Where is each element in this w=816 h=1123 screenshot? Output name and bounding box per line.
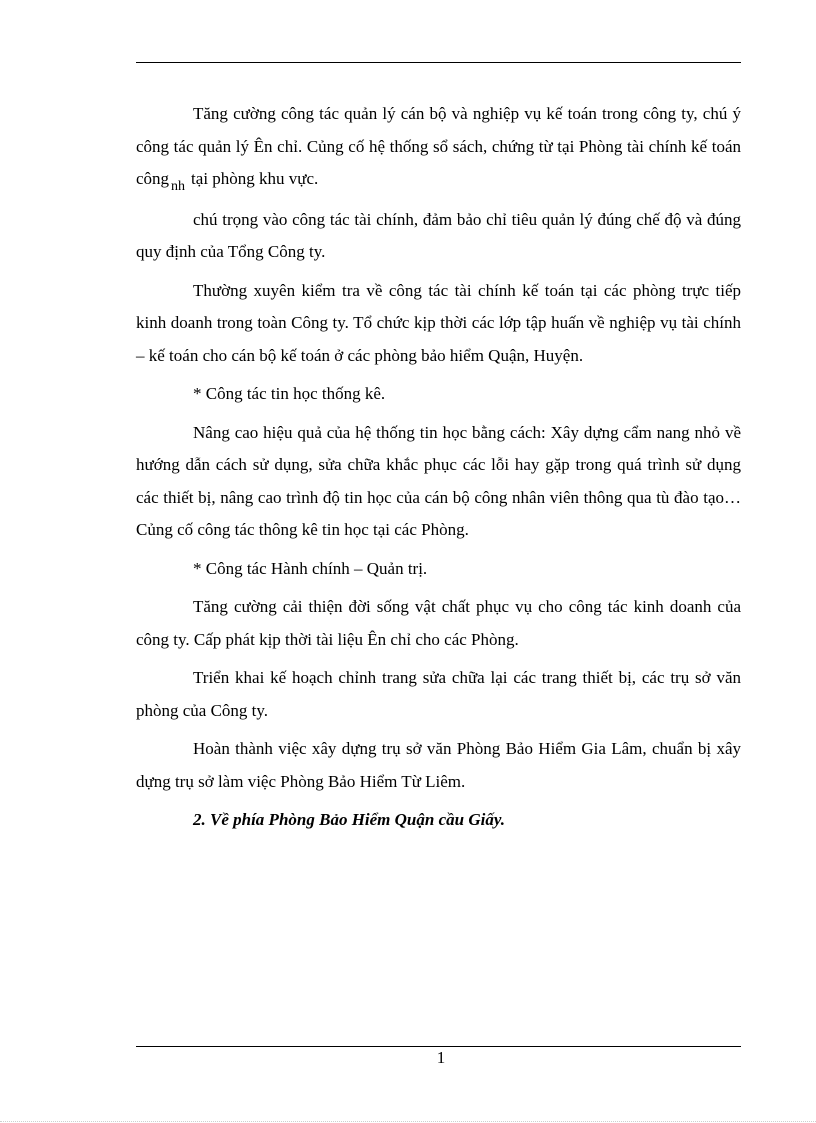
- paragraph-regular-inspection: Thường xuyên kiểm tra về công tác tài chính kế toán tại các phòng trực tiếp kinh doanh trong toàn Công ty. Tổ chức kịp thời các lớp tập huấn về nghiệp vụ tài chính – kế toán cho cán bộ kế toán ở các phòng bảo hiểm Quận, Huyện.: [136, 280, 741, 365]
- document-body: [136, 98, 741, 837]
- paragraph-living-conditions: Tăng cường cải thiện đời sống vật chất phục vụ cho công tác kinh doanh của công ty. Cấp phát kịp thời tài liệu Ên chỉ cho các Phòng.: [136, 597, 741, 649]
- page-number: 1: [436, 1048, 446, 1067]
- header-rule: [136, 62, 741, 63]
- paragraph-text: Tăng cường công tác quản lý cán bộ và nghiệp vụ kế toán trong công ty, chú ý công tác quản lý Ên chỉ. Củng cố hệ thống sổ sách, chứng từ tại Phòng tài chính kế toán công: [136, 104, 741, 188]
- paragraph-it-efficiency: Nâng cao hiệu quả của hệ thống tin học bằng cách: Xây dựng cẩm nang nhỏ về hướng dẫn cách sử dụng, sửa chữa khắc phục các lỗi hay gặp trong quá trình sử dụng các thiết bị, nâng cao trình độ tin học của cán bộ công nhân viên thông qua tù đào tạo… Củng cố công tác thông kê tin học tại các Phòng.: [136, 422, 741, 539]
- paragraph-accounting-management: [136, 98, 741, 198]
- paragraph-text: tại phòng khu vực.: [191, 169, 319, 188]
- paragraph-office-construction: Hoàn thành việc xây dựng trụ sở văn Phòng Bảo Hiểm Gia Lâm, chuẩn bị xây dựng trụ sở làm việc Phòng Bảo Hiểm Từ Liêm.: [136, 739, 741, 791]
- footer-rule: [136, 1046, 741, 1047]
- paragraph-facility-renovation: Triển khai kế hoạch chỉnh trang sửa chữa lại các trang thiết bị, các trụ sở văn phòng của Công ty.: [136, 668, 741, 720]
- section-label-administration: * Công tác Hành chính – Quản trị.: [193, 558, 428, 578]
- subscript-fragment: nh: [171, 179, 186, 194]
- section-label-it-statistics: * Công tác tin học thống kê.: [193, 384, 386, 403]
- paragraph-financial-focus: chú trọng vào công tác tài chính, đảm bảo chỉ tiêu quản lý đúng chế độ và đúng quy định của Tổng Công ty.: [136, 209, 741, 261]
- section-heading: 2. Về phía Phòng Bảo Hiểm Quận cầu Giấy.: [193, 810, 506, 829]
- page-bottom-dotted-edge: [0, 1121, 816, 1122]
